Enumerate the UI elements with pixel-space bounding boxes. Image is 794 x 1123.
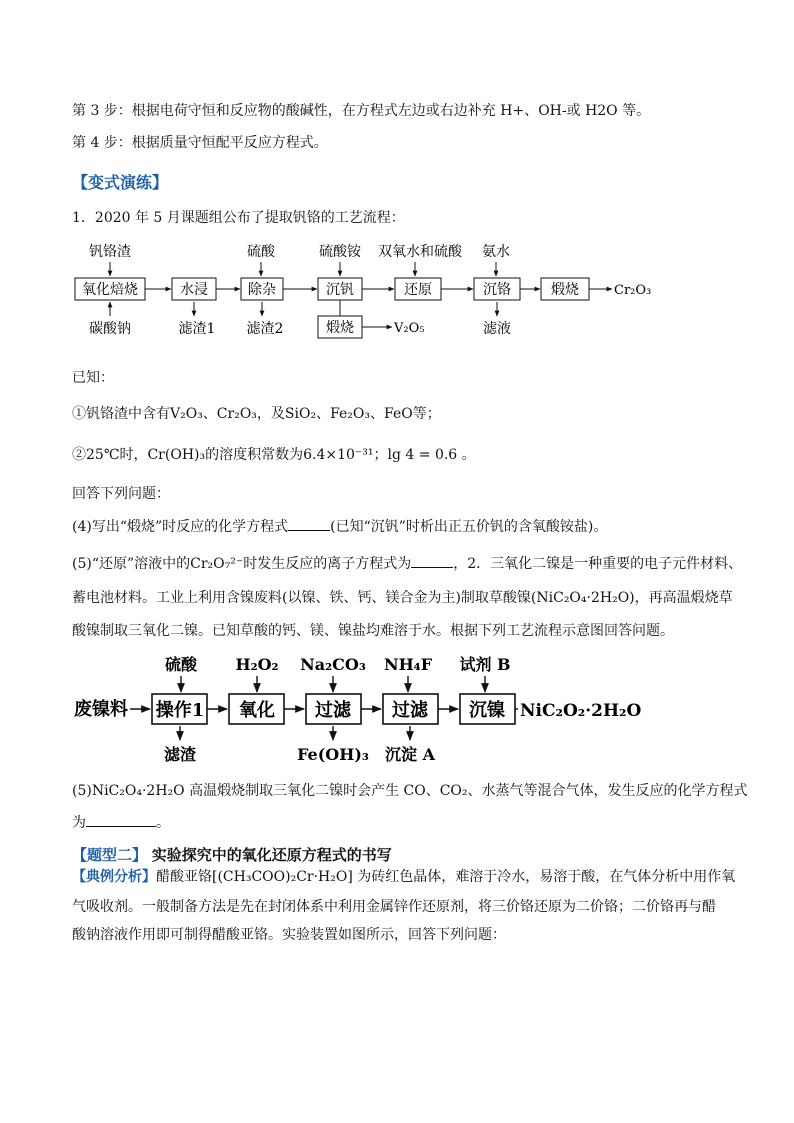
- box-vanadium-precipitation: 沉钒: [326, 282, 354, 298]
- answer-prompt: 回答下列问题：: [72, 486, 170, 502]
- product-cr2o3: Cr₂O₃: [614, 283, 652, 298]
- answer-blank[interactable]: [86, 812, 156, 827]
- box-chromium-precipitation: 沉铬: [483, 282, 511, 298]
- box-water-leach: 水浸: [180, 282, 208, 298]
- question-5: [72, 553, 742, 574]
- flow-diagram-vanadium-chromium: [60, 236, 700, 346]
- input-na2co3: Na₂CO₃: [300, 655, 366, 674]
- box-operation-1: 操作1: [155, 700, 205, 721]
- question-5b-line-2: [72, 812, 170, 833]
- input-ammonia-water: 氨水: [482, 244, 510, 260]
- output-precipitate-a: 沉淀 A: [385, 745, 435, 764]
- input-peroxide-and-acid: 双氧水和硫酸: [378, 244, 462, 260]
- input-sodium-carbonate: 碳酸钠: [89, 321, 131, 337]
- input-nh4f: NH₄F: [383, 655, 433, 674]
- topic-2-label: 【题型二】: [72, 846, 148, 864]
- input-sulfuric-acid: 硫酸: [247, 244, 275, 260]
- box-filtration-2: 过滤: [392, 700, 428, 721]
- output-fe-oh-3: Fe(OH)₃: [297, 745, 369, 764]
- feed-waste-nickel: 废镍料: [74, 699, 128, 720]
- question-5b-suffix: 。: [156, 815, 170, 831]
- question-4: [72, 516, 607, 537]
- known-2: ②25℃时，Cr(OH)₃的溶度积常数为6.4×10⁻³¹；lg 4 = 0.6 。: [72, 447, 476, 463]
- input-vanadium-chromium-slag: 钒铬渣: [89, 244, 131, 260]
- known-1: ①钒铬渣中含有V₂O₃、Cr₂O₃，及SiO₂、Fe₂O₃、FeO等；: [72, 406, 441, 422]
- flow-diagram-nickel: [70, 652, 670, 770]
- example-label: 【典例分析】: [72, 869, 156, 885]
- input-reagent-b: 试剂 B: [459, 655, 511, 674]
- input-ammonium-sulfate: 硫酸铵: [319, 244, 361, 260]
- paragraph-line-3: 酸镍制取三氧化二镍。已知草酸的钙、镁、镍盐均难溶于水。根据下列工艺流程示意图回答问题。: [72, 623, 674, 639]
- question-5b-prefix: 为: [72, 815, 86, 831]
- topic-2-heading: [72, 845, 392, 865]
- topic-2-title: 实验探究中的氧化还原方程式的书写: [151, 846, 392, 864]
- question-5b-line-1: (5)NiC₂O₄·2H₂O 高温煅烧制取三氧化二镍时会产生 CO、CO₂、水蒸气等混合气体，发生反应的化学方程式: [72, 783, 748, 799]
- box-impurity-removal: 除杂: [248, 282, 276, 298]
- section-variant-practice: 【变式演练】: [72, 173, 169, 192]
- example-line-2: 气吸收剂。一般制备方法是先在封闭体系中利用金属锌作还原剂，将三价铬还原为二价铬；二价铬再与醋: [72, 899, 716, 915]
- question-4-text: (4)写出“煅烧”时反应的化学方程式: [72, 519, 289, 535]
- example-text-1: 醋酸亚铬[(CH₃COO)₂Cr·H₂O] 为砖红色晶体，难溶于冷水，易溶于酸，在气体分析中用作氧: [156, 869, 736, 885]
- answer-blank[interactable]: [411, 553, 453, 568]
- output-filter-residue-1: 滤渣1: [178, 321, 216, 337]
- question-5-text: (5)“还原”溶液中的Cr₂O₇²⁻时发生反应的离子方程式为: [72, 556, 412, 572]
- output-filtrate: 滤液: [483, 321, 511, 337]
- output-filter-residue-2: 滤渣2: [246, 321, 284, 337]
- question-2-intro: ，2．三氧化二镍是一种重要的电子元件材料、: [453, 556, 743, 572]
- example-line-1: [72, 867, 735, 887]
- paragraph-line-2: 蓄电池材料。工业上利用含镍废料(以镍、铁、钙、镁合金为主)制取草酸镍(NiC₂O₄·2H₂O)，再高温煅烧草: [72, 590, 733, 606]
- box-nickel-precipitation: 沉镍: [469, 700, 505, 721]
- output-filter-residue: 滤渣: [163, 745, 197, 764]
- input-h2o2: H₂O₂: [235, 655, 279, 674]
- question-4-note: (已知“沉钒”时析出正五价钒的含氧酸铵盐)。: [330, 519, 608, 535]
- box-filtration-1: 过滤: [315, 700, 351, 721]
- box-oxidation: 氧化: [239, 700, 275, 721]
- known-label: 已知：: [72, 370, 114, 386]
- product-nickel-oxalate: NiC₂O₂·2H₂O: [520, 701, 642, 721]
- box-reduction: 还原: [404, 282, 432, 298]
- step-4: 第 4 步：根据质量守恒配平反应方程式。: [72, 135, 328, 151]
- question-1-intro: 1．2020 年 5 月课题组公布了提取钒铬的工艺流程：: [72, 210, 405, 226]
- box-oxidation-roasting: 氧化焙烧: [82, 282, 138, 298]
- box-calcination-cr: 煅烧: [551, 282, 579, 298]
- product-v2o5: V₂O₅: [394, 321, 425, 336]
- answer-blank[interactable]: [288, 516, 330, 531]
- box-calcination-v: 煅烧: [326, 320, 354, 336]
- step-3: 第 3 步：根据电荷守恒和反应物的酸碱性，在方程式左边或右边补充 H+、OH-或 H2O 等。: [72, 103, 651, 119]
- example-line-3: 酸钠溶液作用即可制得醋酸亚铬。实验装置如图所示，回答下列问题：: [72, 927, 506, 943]
- input-sulfuric-acid: 硫酸: [164, 655, 198, 674]
